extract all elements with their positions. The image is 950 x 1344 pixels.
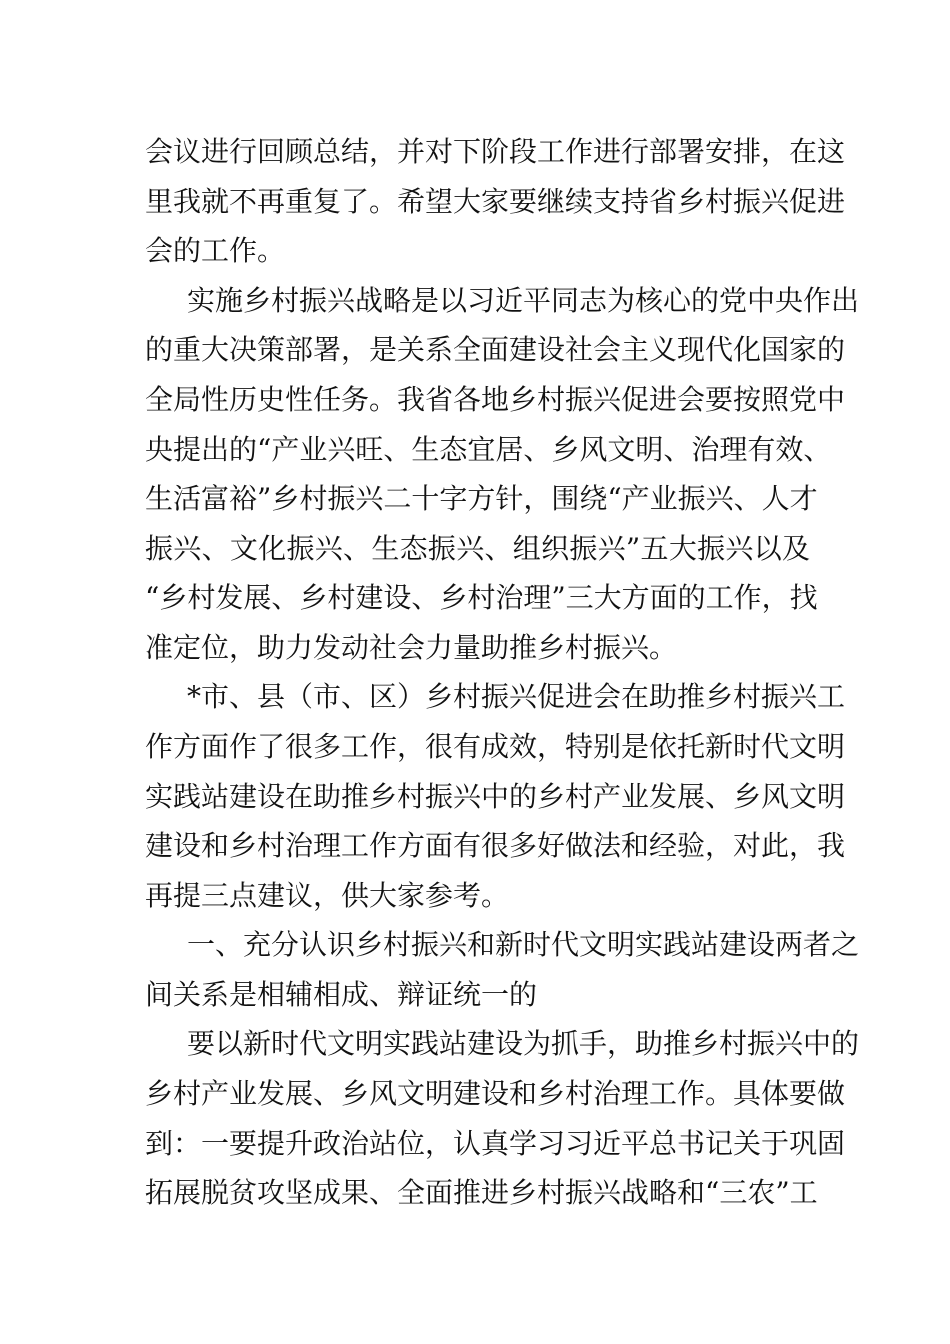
text-line: *市、县（市、区）乡村振兴促进会在助推乡村振兴工	[187, 680, 846, 713]
text-line: 会议进行回顾总结，并对下阶段工作进行部署安排，在这	[145, 135, 846, 168]
text-line: 乡村产业发展、乡风文明建设和乡村治理工作。具体要做	[145, 1077, 846, 1110]
text-line: 再提三点建议，供大家参考。	[145, 879, 510, 912]
text-line: “乡村发展、乡村建设、乡村治理”三大方面的工作，找	[145, 581, 818, 614]
text-line: 的重大决策部署，是关系全面建设社会主义现代化国家的	[145, 333, 846, 366]
section-heading: 间关系是相辅相成、辩证统一的	[145, 978, 538, 1011]
text-line: 全局性历史性任务。我省各地乡村振兴促进会要按照党中	[145, 383, 846, 416]
text-line: 要以新时代文明实践站建设为抓手，助推乡村振兴中的	[187, 1027, 860, 1060]
text-line: 央提出的“产业兴旺、生态宜居、乡风文明、治理有效、	[145, 433, 832, 466]
text-line: 到：一要提升政治站位，认真学习习近平总书记关于巩固	[145, 1127, 846, 1160]
section-heading: 一、充分认识乡村振兴和新时代文明实践站建设两者之	[187, 928, 860, 961]
text-line: 实践站建设在助推乡村振兴中的乡村产业发展、乡风文明	[145, 780, 846, 813]
text-line: 生活富裕”乡村振兴二十字方针，围绕“产业振兴、人才	[145, 482, 818, 515]
text-line: 实施乡村振兴战略是以习近平同志为核心的党中央作出	[187, 284, 860, 317]
text-line: 会的工作。	[145, 234, 286, 267]
text-line: 建设和乡村治理工作方面有很多好做法和经验，对此，我	[145, 829, 846, 862]
text-line: 准定位，助力发动社会力量助推乡村振兴。	[145, 631, 678, 664]
text-line: 里我就不再重复了。希望大家要继续支持省乡村振兴促进	[145, 185, 846, 218]
text-line: 作方面作了很多工作，很有成效，特别是依托新时代文明	[145, 730, 846, 763]
text-line: 拓展脱贫攻坚成果、全面推进乡村振兴战略和“三农”工	[145, 1176, 818, 1209]
text-line: 振兴、文化振兴、生态振兴、组织振兴”五大振兴以及	[145, 532, 810, 565]
